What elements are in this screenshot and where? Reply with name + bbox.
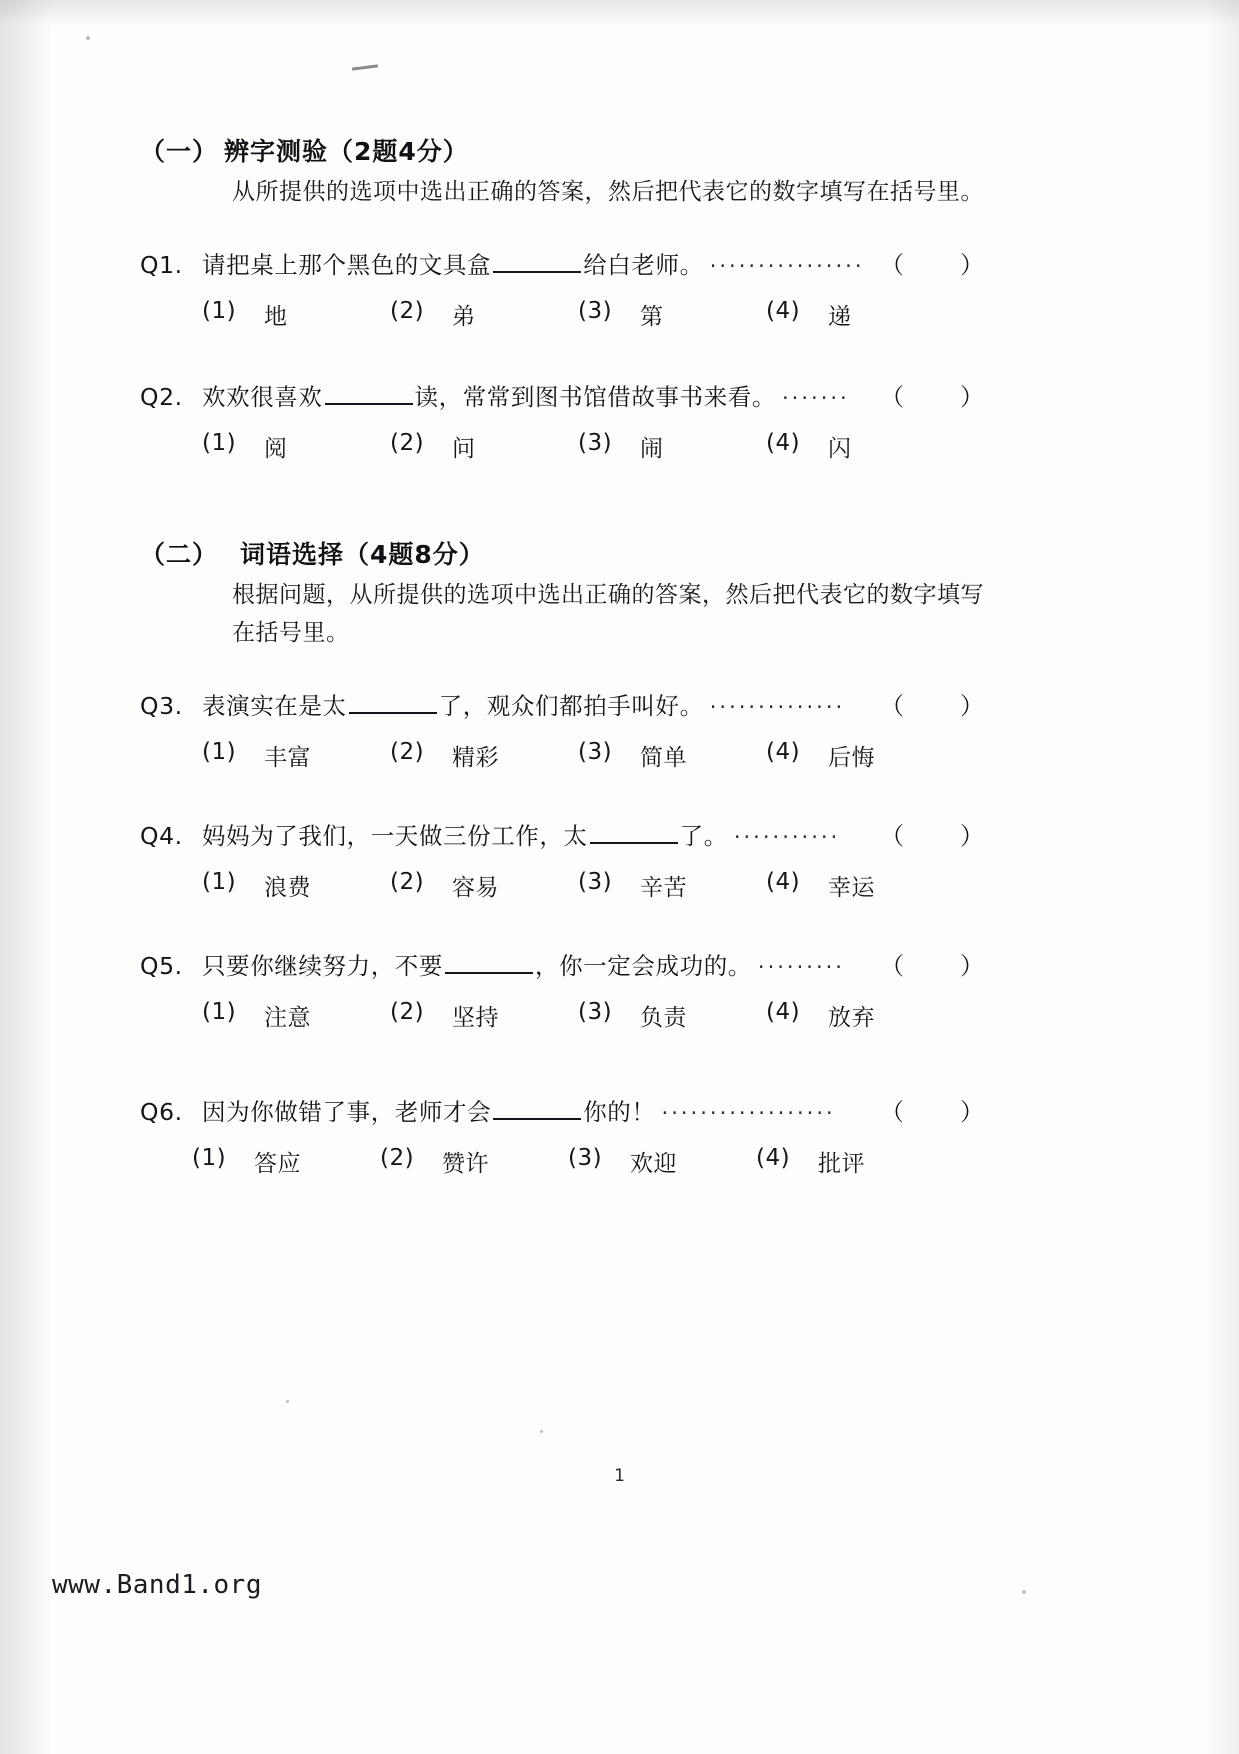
question-q3-leader-dots: ·············· xyxy=(709,694,846,719)
section-two-title xyxy=(140,535,1000,571)
question-q5-options xyxy=(202,999,1000,1032)
option-item[interactable] xyxy=(390,298,578,331)
question-q1-stem-before: 请把桌上那个黑色的文具盒 xyxy=(202,251,492,280)
stray-pen-mark xyxy=(352,64,378,70)
scan-shadow-top xyxy=(0,0,1239,26)
option-text: 丰富 xyxy=(264,744,311,771)
question-q3-number: Q3. xyxy=(140,691,183,720)
question-q2-number: Q2. xyxy=(140,383,183,412)
question-q1-answer-parenthesis[interactable]: （ ） xyxy=(880,251,1000,280)
option-item[interactable] xyxy=(756,1145,944,1178)
question-q5-line xyxy=(140,946,1000,981)
section-one-instruction: 从所提供的选项中选出正确的答案，然后把代表它的数字填写在括号里。 xyxy=(232,179,984,205)
option-text: 答应 xyxy=(254,1150,301,1177)
footer-watermark-url: www.Band1.org xyxy=(52,1570,262,1600)
question-q5-stem-before: 只要你继续努力，不要 xyxy=(202,951,443,980)
option-index: (3) xyxy=(578,738,613,765)
question-q5-leader-dots: ········· xyxy=(757,954,845,979)
question-q2-leader-dots: ······· xyxy=(782,386,850,411)
page-number: 1 xyxy=(614,1466,625,1486)
option-text: 闪 xyxy=(828,436,852,463)
question-q1-stem-after: 给白老师。 xyxy=(583,251,704,280)
option-item[interactable] xyxy=(766,999,954,1032)
option-text: 简单 xyxy=(640,744,687,771)
option-index: (4) xyxy=(766,868,801,895)
option-index: (3) xyxy=(578,998,613,1025)
question-q2-answer-parenthesis[interactable]: （ ） xyxy=(880,383,1000,412)
question-q2-options xyxy=(202,430,1000,463)
option-index: (4) xyxy=(756,1144,791,1171)
section-one-heading: 辨字测验（2题4分） xyxy=(224,137,469,166)
option-index: (2) xyxy=(390,868,425,895)
option-text: 精彩 xyxy=(452,744,499,771)
option-text: 递 xyxy=(828,304,852,331)
question-q6-answer-blank[interactable] xyxy=(493,1099,581,1120)
section-one-number: （一） xyxy=(140,137,219,166)
question-q3-stem-before: 表演实在是太 xyxy=(202,691,347,720)
option-text: 浪费 xyxy=(264,874,311,901)
option-item[interactable] xyxy=(202,298,390,331)
question-q6 xyxy=(140,1092,1000,1178)
option-item[interactable] xyxy=(380,1145,568,1178)
option-item[interactable] xyxy=(192,1145,380,1178)
option-item[interactable] xyxy=(202,430,390,463)
option-text: 注意 xyxy=(264,1004,311,1031)
option-text: 负责 xyxy=(640,1004,687,1031)
option-index: (3) xyxy=(568,1144,603,1171)
question-q2-answer-blank[interactable] xyxy=(325,384,413,405)
option-text: 地 xyxy=(264,304,288,331)
option-item[interactable] xyxy=(766,869,954,902)
question-q6-line xyxy=(140,1092,1000,1127)
question-q2-stem-before: 欢欢很喜欢 xyxy=(202,383,323,412)
section-two-heading: 词语选择（4题8分） xyxy=(240,540,485,570)
option-index: (3) xyxy=(578,868,613,895)
question-q5 xyxy=(140,946,1000,1032)
question-q1-leader-dots: ················ xyxy=(709,254,865,279)
option-text: 容易 xyxy=(452,874,499,901)
option-text: 弟 xyxy=(452,304,476,331)
scan-speck xyxy=(86,36,90,40)
option-item[interactable] xyxy=(202,999,390,1032)
question-q2-stem-after: 读，常常到图书馆借故事书来看。 xyxy=(414,383,776,412)
option-item[interactable] xyxy=(390,869,578,902)
question-q3-stem-after: 了，观众们都拍手叫好。 xyxy=(438,691,704,720)
option-text: 第 xyxy=(640,304,664,331)
option-index: (4) xyxy=(766,738,801,765)
option-text: 阅 xyxy=(264,436,288,463)
question-q5-answer-blank[interactable] xyxy=(445,953,533,974)
option-item[interactable] xyxy=(568,1145,756,1178)
option-item[interactable] xyxy=(578,430,766,463)
question-q3-options xyxy=(202,739,1000,772)
question-q3-answer-blank[interactable] xyxy=(349,693,437,714)
question-q3-answer-parenthesis[interactable]: （ ） xyxy=(880,691,1000,720)
question-q1-options xyxy=(202,298,1000,331)
question-q4-line xyxy=(140,816,1000,851)
question-q6-stem-before: 因为你做错了事，老师才会 xyxy=(202,1097,492,1126)
option-text: 放弃 xyxy=(828,1004,875,1031)
option-index: (1) xyxy=(202,430,237,457)
option-text: 欢迎 xyxy=(630,1150,677,1177)
option-text: 后悔 xyxy=(828,744,875,771)
scan-speck xyxy=(1022,1590,1026,1594)
option-item[interactable] xyxy=(766,298,954,331)
option-text: 批评 xyxy=(818,1150,865,1177)
section-one-title xyxy=(140,132,1000,168)
option-index: (2) xyxy=(390,298,425,325)
question-q3 xyxy=(140,686,1000,772)
question-q1 xyxy=(140,245,1000,331)
scan-speck xyxy=(286,1400,289,1403)
section-two-number: （二） xyxy=(140,540,219,570)
section-one xyxy=(140,132,1000,211)
question-q4 xyxy=(140,816,1000,902)
option-index: (2) xyxy=(390,430,425,457)
question-q6-options xyxy=(192,1145,1000,1178)
question-q6-leader-dots: ·················· xyxy=(661,1100,836,1125)
question-q4-stem-before: 妈妈为了我们，一天做三份工作，太 xyxy=(202,821,588,850)
option-index: (1) xyxy=(202,868,237,895)
option-item[interactable] xyxy=(202,739,390,772)
question-q6-answer-parenthesis[interactable]: （ ） xyxy=(880,1097,1000,1126)
question-q2-line xyxy=(140,377,1000,412)
option-index: (2) xyxy=(390,998,425,1025)
option-index: (1) xyxy=(202,298,237,325)
question-q1-answer-blank[interactable] xyxy=(493,252,581,273)
question-q4-number: Q4. xyxy=(140,821,183,850)
option-text: 闹 xyxy=(640,436,664,463)
option-index: (2) xyxy=(390,738,425,765)
scan-shadow-right xyxy=(1205,0,1239,1754)
option-index: (1) xyxy=(202,998,237,1025)
option-text: 坚持 xyxy=(452,1004,499,1031)
question-q6-stem-after: 你的！ xyxy=(583,1097,656,1126)
section-two xyxy=(140,535,1000,652)
question-q1-number: Q1. xyxy=(140,251,183,280)
option-item[interactable] xyxy=(390,999,578,1032)
question-q5-number: Q5. xyxy=(140,951,183,980)
option-index: (4) xyxy=(766,430,801,457)
scan-speck xyxy=(540,1430,543,1433)
exam-content xyxy=(140,132,1000,1178)
option-text: 问 xyxy=(452,436,476,463)
option-item[interactable] xyxy=(578,739,766,772)
option-item[interactable] xyxy=(766,430,954,463)
option-index: (1) xyxy=(202,738,237,765)
option-item[interactable] xyxy=(578,298,766,331)
option-item[interactable] xyxy=(390,739,578,772)
question-q5-stem-after: ，你一定会成功的。 xyxy=(535,951,752,980)
option-item[interactable] xyxy=(578,869,766,902)
question-q2 xyxy=(140,377,1000,463)
option-index: (4) xyxy=(766,298,801,325)
option-index: (4) xyxy=(766,998,801,1025)
option-index: (3) xyxy=(578,298,613,325)
question-q4-stem-after: 了。 xyxy=(679,821,728,850)
question-q3-line xyxy=(140,686,1000,721)
option-text: 赞许 xyxy=(442,1150,489,1177)
section-two-instruction: 根据问题，从所提供的选项中选出正确的答案，然后把代表它的数字填写在括号里。 xyxy=(232,582,984,646)
option-item[interactable] xyxy=(390,430,578,463)
option-index: (2) xyxy=(380,1144,415,1171)
question-q4-answer-parenthesis[interactable]: （ ） xyxy=(880,821,1000,850)
option-item[interactable] xyxy=(578,999,766,1032)
question-q4-leader-dots: ··········· xyxy=(733,824,841,849)
question-q5-answer-parenthesis[interactable]: （ ） xyxy=(880,951,1000,980)
option-item[interactable] xyxy=(766,739,954,772)
option-item[interactable] xyxy=(202,869,390,902)
question-q1-line xyxy=(140,245,1000,280)
option-index: (1) xyxy=(192,1144,227,1171)
question-q4-options xyxy=(202,869,1000,902)
option-text: 辛苦 xyxy=(640,874,687,901)
scan-shadow-left xyxy=(0,0,52,1754)
option-index: (3) xyxy=(578,430,613,457)
question-q4-answer-blank[interactable] xyxy=(590,823,678,844)
question-q6-number: Q6. xyxy=(140,1097,183,1126)
option-text: 幸运 xyxy=(828,874,875,901)
